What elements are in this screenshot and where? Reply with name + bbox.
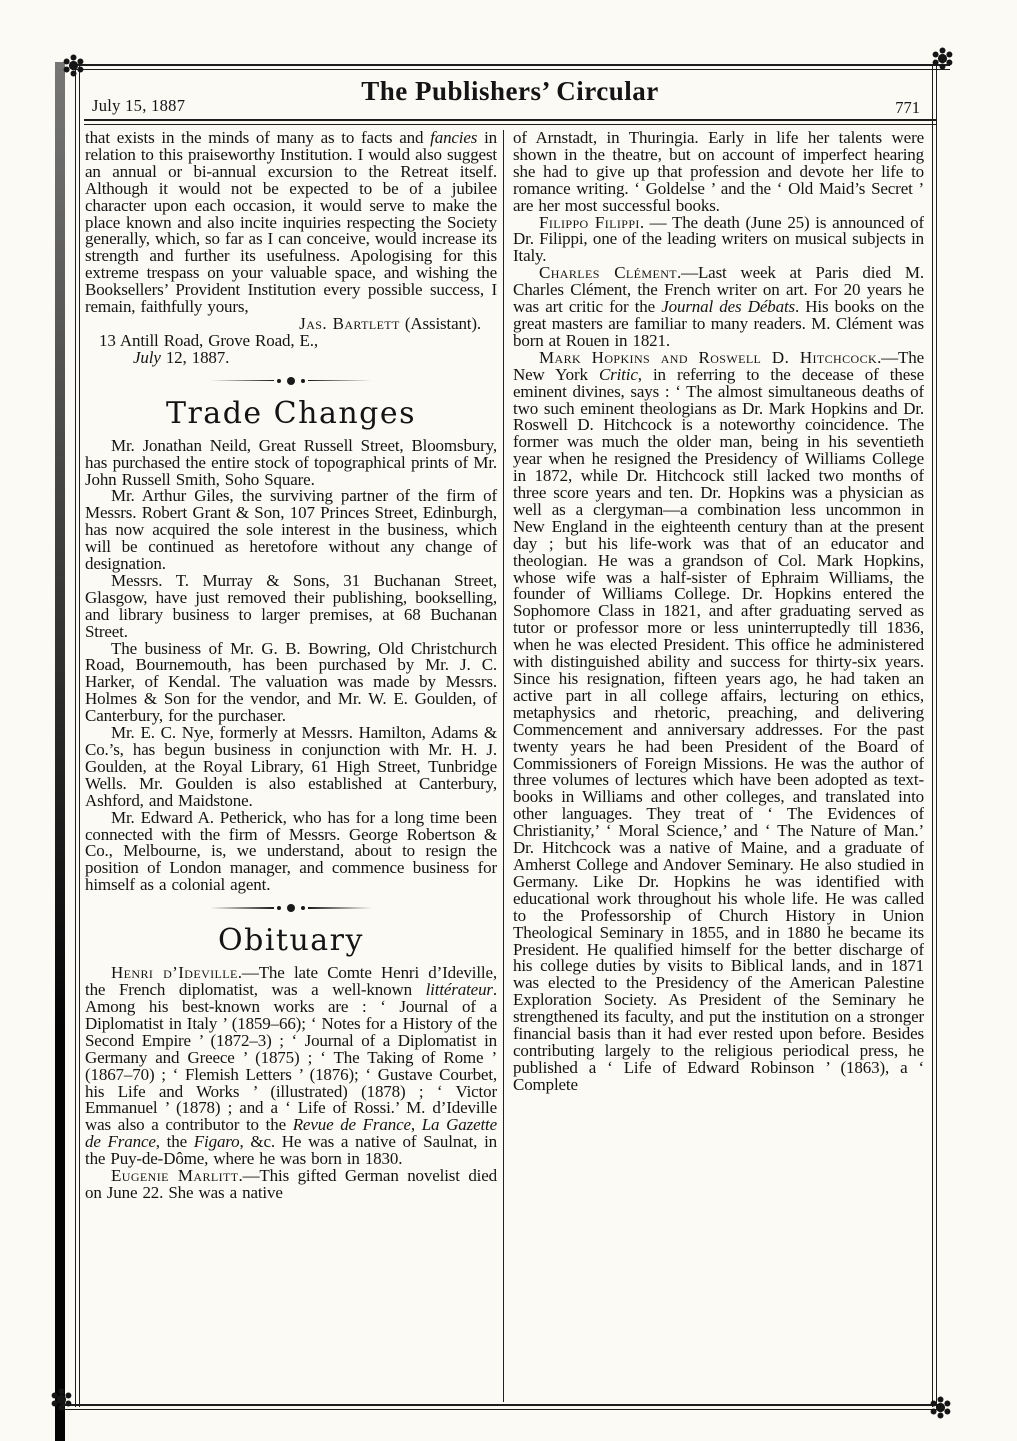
trade-item-murray: Messrs. T. Murray & Sons, 31 Buchanan Street, Glasgow, have just removed their publishing, bookselling, and library business to larger premises, at 68 Buchanan Street. (85, 570, 497, 641)
small-caps-name: Henri d’Ideville (111, 963, 238, 983)
obituary-marlitt-continued: of Arnstadt, in Thuringia. Early in life her talents were shown in the theatre, but on account of imperfect hearing she had to give up that profession and devote her life to romance writing. ‘ Goldelse ’ and the ‘ Old Maid’s Secret ’ are her most successful books. (513, 130, 924, 215)
italic-text: Revue de France (292, 1115, 411, 1135)
italic-text: July (133, 347, 161, 367)
italic-text: Figaro (193, 1132, 240, 1152)
obituary-heading: Obituary (218, 923, 364, 959)
left-frame-rule (75, 64, 80, 1407)
small-caps-name: Mark Hopkins and Roswell D. Hitchcock (539, 347, 878, 367)
letter-body: that exists in the minds of many as to facts and fancies in relation to this praiseworthy Institution. I would also suggest an annual or bi-annual excursion to the Retreat itself. Although it would not be expected to be of a jubilee character upon each occasion, it would serve to make the place known and also incite inquiries respecting the Society generally, which, so far as I can conceive, would increase its strength and further its usefulness. Apologising for this extreme trespass on your valuable space, and wishing the Booksellers’ Provident Institution every possible success, I remain, faithfully yours, (85, 130, 498, 317)
right-column (504, 130, 924, 1402)
corner-ornament-icon (48, 1386, 75, 1413)
letter-signature: Jas. Bartlett (Assistant). (299, 313, 481, 333)
obituary-filippi: Filippo Filippi. — The death (June 25) is announced of Dr. Filippi, one of the leading writers on musical subjects in Italy. (513, 212, 924, 266)
letter-address: 13 Antill Road, Grove Road, E., (99, 330, 318, 350)
issue-date: July 15, 1887 (92, 96, 186, 115)
trade-item-bowring: The business of Mr. G. B. Bowring, Old Christchurch Road, Bournemouth, has been purchased by Mr. J. C. Harker, of Kendal. The valuation was made by Messrs. Holmes & Son for the vendor, and Mr. W. E. Goulden, of Canterbury, for the purchaser. (85, 638, 497, 726)
corner-ornament-icon (60, 52, 87, 79)
trade-item-nye: Mr. E. C. Nye, formerly at Messrs. Hamilton, Adams & Co.’s, has begun business in conjunction with Mr. H. J. Goulden, at the Royal Library, 61 High Street, Tunbridge Wells. Mr. Goulden is also established at Canterbury, Ashford, and Maidstone. (85, 723, 497, 810)
obituary-clement: Charles Clément.—Last week at Paris died M. Charles Clément, the French writer on art. For 20 years he was art critic for the Journal des Débats. His books on the great masters are familiar to many readers. M. Clément was born at Rouen in 1821. (513, 263, 924, 350)
obituary-ideville: Henri d’Ideville.—The late Comte Henri d’Ideville, the French diplomatist, was a well-known littérateur. Among his best-known works are : ‘ Journal of a Diplomatist in Italy ’ (1859–66); ‘ Notes for a History of the Second Empire ’ (1872–3) ; ‘ Journal of a Diplomatist in Germany and Greece ’ (1875) ; ‘ The Taking of Rome ’ (1867–70) ; ‘ Flemish Letters ’ (1876); ‘ Gustave Courbet, his Life and Works ’ (illustrated) (1878) ; ‘ Victor Emmanuel ’ (1878) ; and a ‘ Life of Rossi.’ M. d’Ideville was also a contributor to the Revue de France, La Gazette de France, the Figaro, &c. He was a native of Saulnat, in the Puy-de-Dôme, where he was born in 1830. (85, 963, 498, 1169)
trade-item-petherick: Mr. Edward A. Petherick, who has for a long time been connected with the firm of Messrs. George Robertson & Co., Melbourne, is, we understand, about to resign the position of London manager, and commence business for himself as a colonial agent. (85, 807, 497, 895)
small-caps-name: Charles Clément (539, 263, 677, 283)
italic-text: Critic (598, 364, 638, 384)
bottom-double-rule (62, 1404, 940, 1410)
text-columns (85, 130, 933, 1402)
obituary-hopkins-hitchcock: Mark Hopkins and Roswell D. Hitchcock.—The New York Critic, in referring to the decease of these eminent divines, says : ‘ The almost simultaneous deaths of two such eminent theologians as Dr. Mark Hopkins and Dr. Roswell D. Hitchcock is a noteworthy coincidence. The former was much the older man, being in his seventieth year when he resigned the Presidency of Williams College in 1872, while Dr. Hitchcock still lacked two months of three score years and ten. Dr. Hopkins was a physician as well as a clergyman—a combination less uncommon in New England in the eighteenth century than at the present day ; but his life-work was that of an educator and theologian. He was a grandson of Col. Mark Hopkins, whose wife was a half-sister of Ephraim Williams, the founder of Williams College. Dr. Hopkins entered the Sophomore Class in 1821, and after graduating served as tutor or professor more or less uninterruptedly till 1836, when he was elected President. This office he administered with distinguished ability and success for thirty-six years. Since his resignation, fifteen years ago, he had taken an active part in all college affairs, lecturing on ethics, metaphysics and rhetoric, preaching, and delivering Commencement and anniversary addresses. For the past twenty years he had been President of the Board of Commissioners of Foreign Missions. He was the author of three volumes of lectures which have been adopted as text-books in Williams and other colleges, and translated into other languages. They treat of ‘ The Evidences of Christianity,’ ‘ Moral Science,’ and ‘ The Nature of Man.’ Dr. Hitchcock was a native of Maine, and a graduate of Amherst College and Andover Seminary. He also studied in Germany. Like Dr. Hopkins he was identified with educational work throughout his whole life. He was called to the Professorship of Church History in Union Theological Seminary in 1855, and in 1880 he became its President. He qualified himself for the better discharge of his college duties by visits to Biblical lands, and in 1871 was elected to the Presidency of the American Palestine Exploration Society. As President of the Seminary he strengthened its faculty, and put the institution on a stronger financial basis than it had ever rested upon before. Besides contributing largely to the religious periodical press, he published a ‘ Life of Edward Robinson ’ (1863), a ‘ Complete (513, 347, 924, 1094)
italic-text: littérateur (425, 980, 493, 1000)
masthead (84, 70, 936, 120)
trade-item-neild: Mr. Jonathan Neild, Great Russell Street, Bloomsbury, has purchased the entire stock of topographical prints of Mr. John Russell Smith, Soho Square. (85, 435, 497, 489)
small-caps-name: Jas. Bartlett (299, 313, 400, 333)
binding-shadow (55, 62, 65, 1441)
italic-text: Journal des Débats (661, 297, 795, 317)
italic-text: fancies (430, 130, 478, 147)
letter-date: July 12, 1887. (133, 347, 230, 367)
page-number: 771 (895, 98, 920, 117)
left-column (85, 130, 503, 1402)
obituary-marlitt: Eugenie Marlitt.—This gifted German novelist died on June 22. She was a native (85, 1166, 497, 1202)
section-divider-ornament (85, 374, 497, 388)
publication-title: The Publishers’ Circular (361, 76, 659, 106)
trade-item-giles: Mr. Arthur Giles, the surviving partner of the firm of Messrs. Robert Grant & Son, 107 Princes Street, Edinburgh, has now acquired the sole interest in the business, which will be continued as heretofore without any change of designation. (85, 486, 497, 574)
section-divider-ornament (85, 901, 497, 915)
trade-changes-heading: Trade Changes (165, 395, 417, 431)
italic-text: La Gazette de France (85, 1115, 498, 1152)
small-caps-name: Eugenie Marlitt (111, 1166, 239, 1186)
corner-ornament-icon (929, 45, 956, 72)
small-caps-name: Filippo Filippi (539, 212, 640, 232)
